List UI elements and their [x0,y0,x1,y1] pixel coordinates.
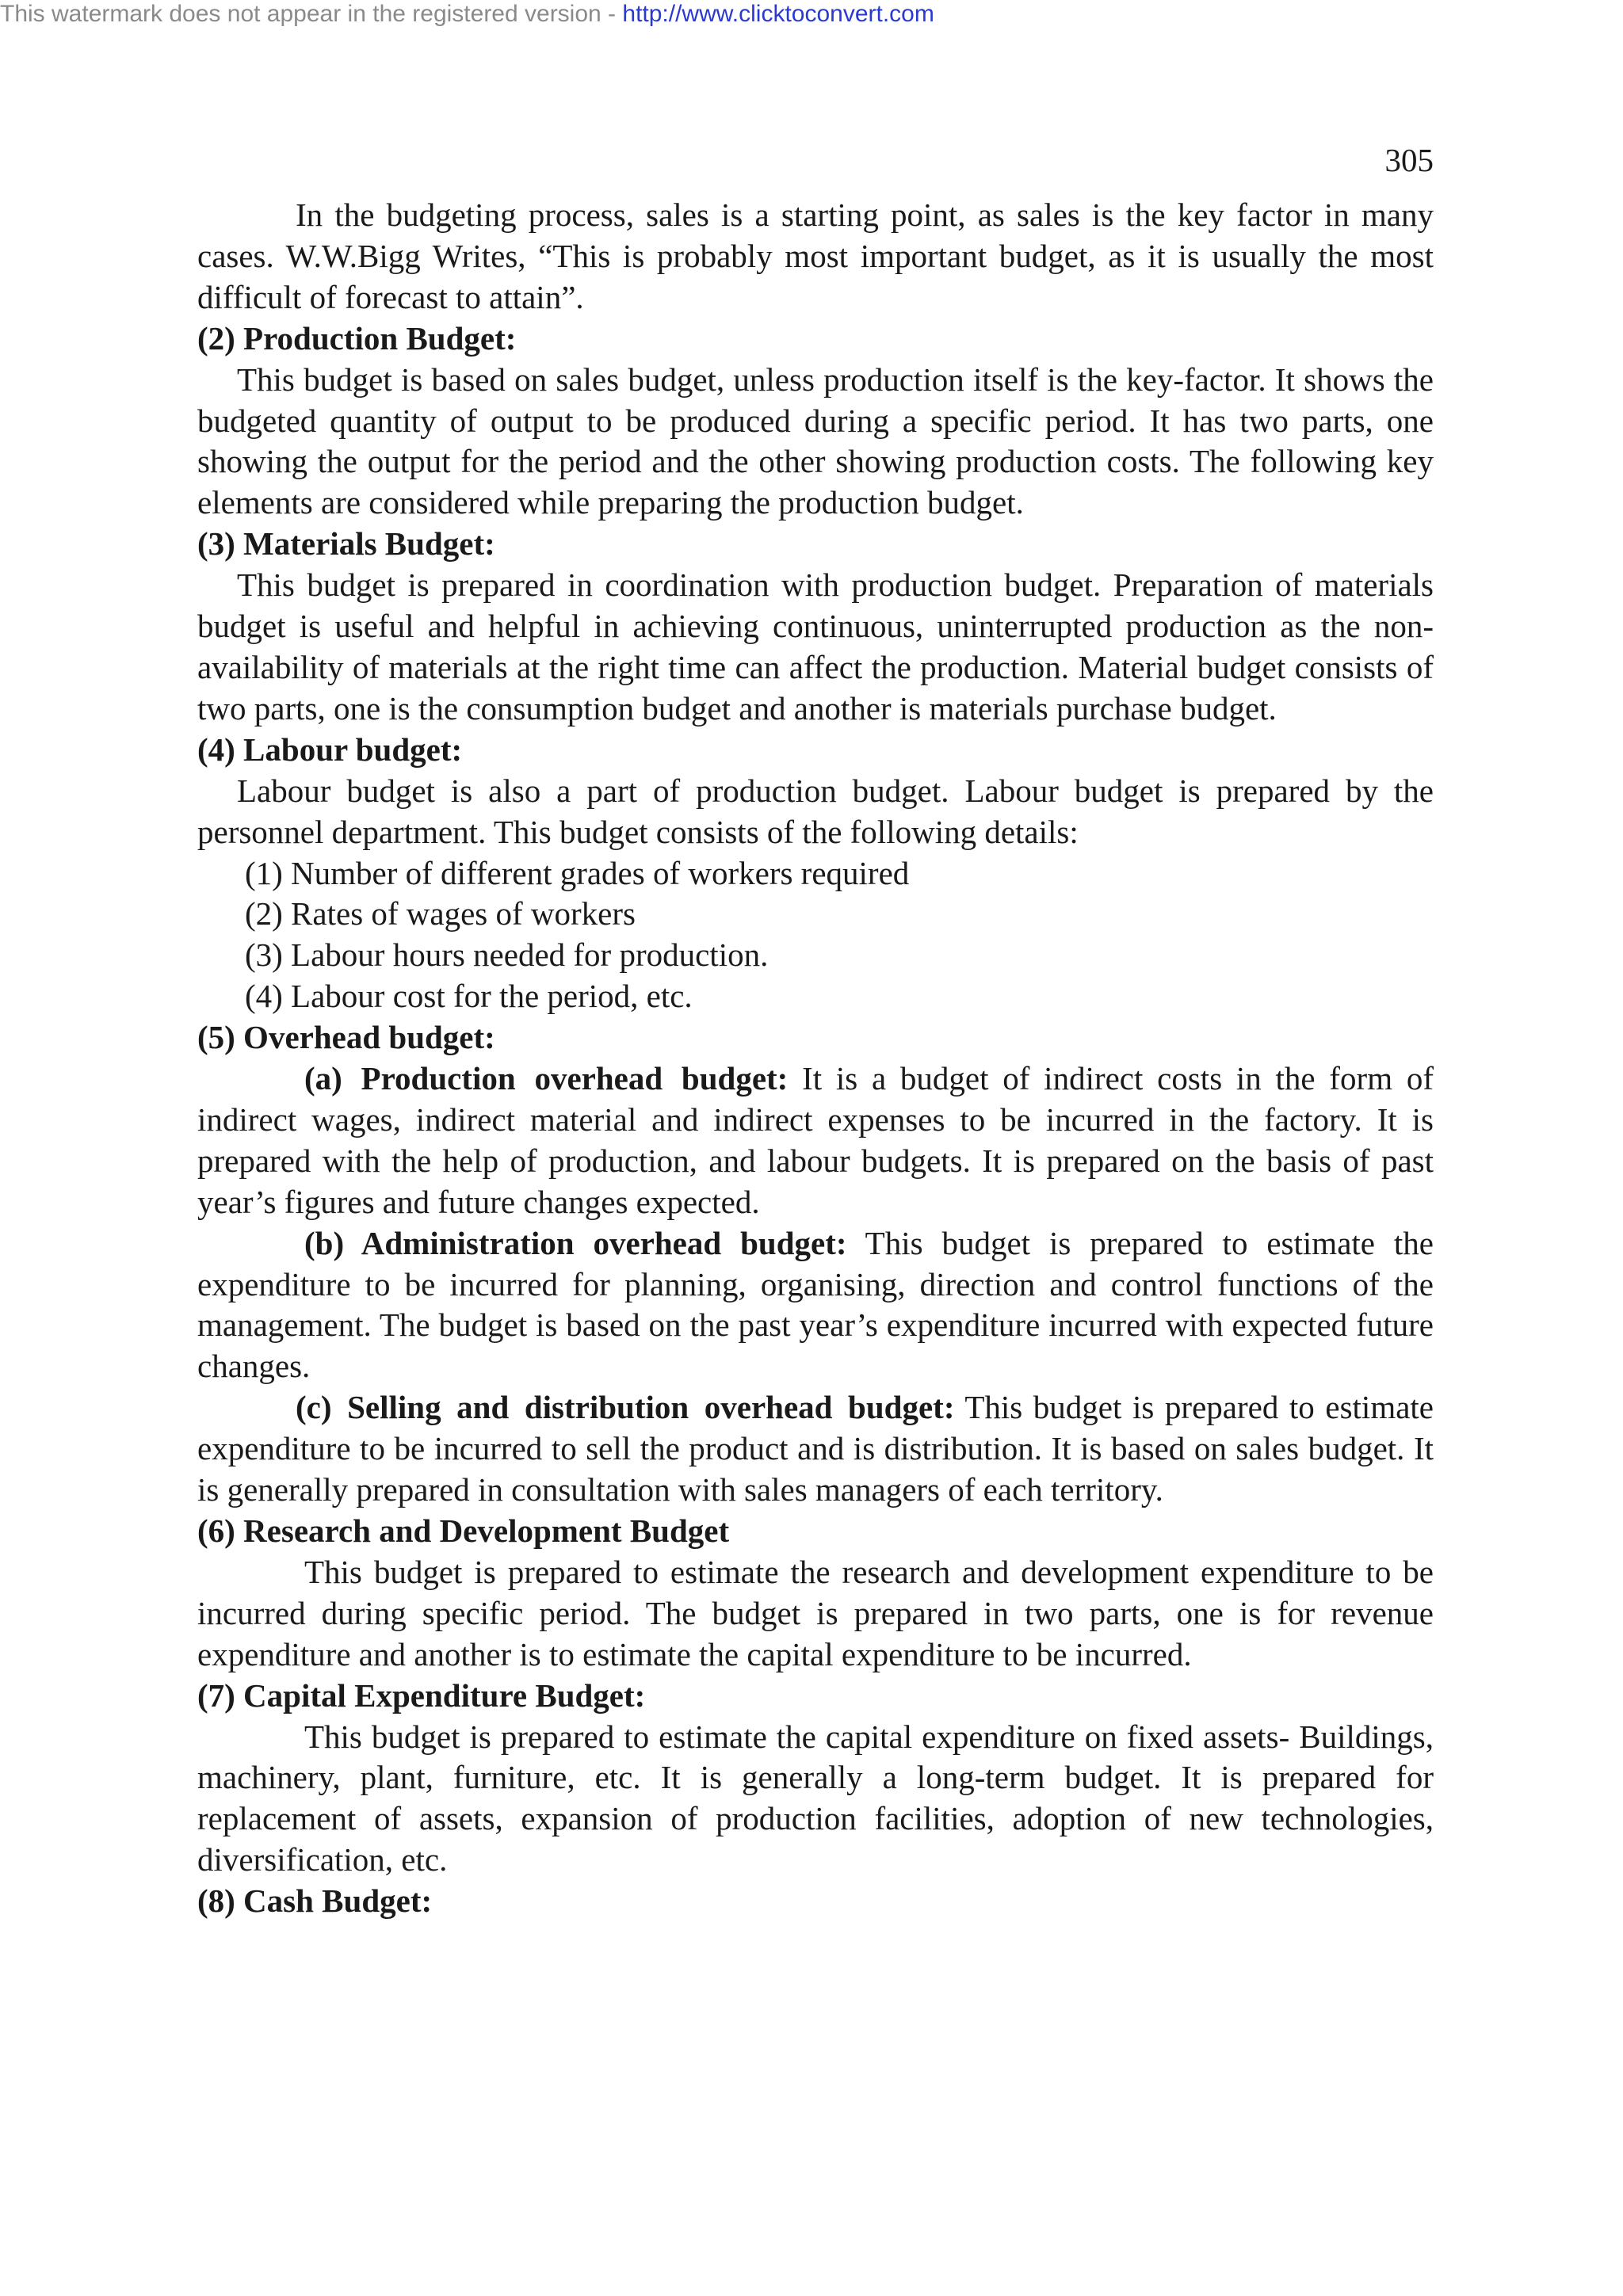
selling-overhead-paragraph [197,1387,1434,1511]
selling-overhead-text: This budget is prepared to estimate expenditure to be incurred to sell the product and is distribution. It is based on sales budget. It is generally prepared in consultation with sales managers of each territory. [197,1389,1434,1508]
research-budget-heading: (6) Research and Development Budget [197,1512,730,1549]
production-budget-heading: (2) Production Budget: [197,319,517,357]
production-overhead-lead: (a) Production overhead budget: [304,1060,789,1097]
watermark-link[interactable]: http://www.clicktoconvert.com [622,1,934,27]
administration-overhead-lead: (b) Administration overhead budget: [304,1224,847,1261]
capital-budget-heading: (7) Capital Expenditure Budget: [197,1676,646,1714]
list-item: (4) Labour cost for the period, etc. [245,978,693,1015]
list-item: (2) Rates of wages of workers [245,895,636,933]
selling-overhead-lead: (c) Selling and distribution overhead budget: [296,1389,955,1426]
labour-budget-paragraph: Labour budget is also a part of production budget. Labour budget is prepared by the personnel department. This budget consists of the following details: [197,772,1434,850]
materials-budget-heading: (3) Materials Budget: [197,525,495,563]
list-item: (3) Labour hours needed for production. [245,936,769,974]
research-budget-paragraph: This budget is prepared to estimate the research and development expenditure to be incurred during specific period. The budget is prepared in two parts, one is for revenue expenditure and another is to estimate the capital expenditure to be incurred. [197,1553,1434,1672]
materials-budget-paragraph: This budget is prepared in coordination with production budget. Preparation of materials budget is useful and helpful in achieving continuous, uninterrupted production as the non-availability of materials at the right time can affect the production. Material budget consists of two parts, one is the consumption budget and another is materials purchase budget. [197,566,1434,727]
watermark-text: This watermark does not appear in the registered version - [0,1,623,27]
overhead-budget-heading: (5) Overhead budget: [197,1019,495,1056]
watermark-banner [0,0,934,29]
cash-budget-heading: (8) Cash Budget: [197,1882,433,1920]
production-overhead-text: It is a budget of indirect costs in the form of indirect wages, indirect material and indirect expenses to be incurred in the factory. It is prepared with the help of production, and labour budgets. It is prepared on the basis of past year’s figures and future changes expected. [197,1060,1434,1220]
labour-details-list [197,853,1434,1018]
administration-overhead-paragraph [197,1223,1434,1388]
list-item: (1) Number of different grades of workers required [245,854,910,891]
page-number: 305 [1384,142,1434,178]
page-body [197,195,1434,1922]
production-budget-paragraph: This budget is based on sales budget, unless production itself is the key-factor. It shows the budgeted quantity of output to be produced during a specific period. It has two parts, one showing the output for the period and the other showing production costs. The following key elements are considered while preparing the production budget. [197,360,1434,521]
labour-budget-heading: (4) Labour budget: [197,730,463,768]
administration-overhead-text: This budget is prepared to estimate the expenditure to be incurred for planning, organising, direction and control functions of the management. The budget is based on the past year’s expenditure incurred with expected future changes. [197,1224,1434,1385]
intro-paragraph: In the budgeting process, sales is a starting point, as sales is the key factor in many cases. W.W.Bigg Writes, “This is probably most important budget, as it is usually the most difficult of forecast to attain”. [197,196,1434,315]
production-overhead-paragraph [197,1058,1434,1223]
capital-budget-paragraph: This budget is prepared to estimate the capital expenditure on fixed assets- Buildings, machinery, plant, furniture, etc. It is generally a long-term budget. It is prepared for replacement of assets, expansion of production facilities, adoption of new technologies, diversification, etc. [197,1718,1434,1878]
